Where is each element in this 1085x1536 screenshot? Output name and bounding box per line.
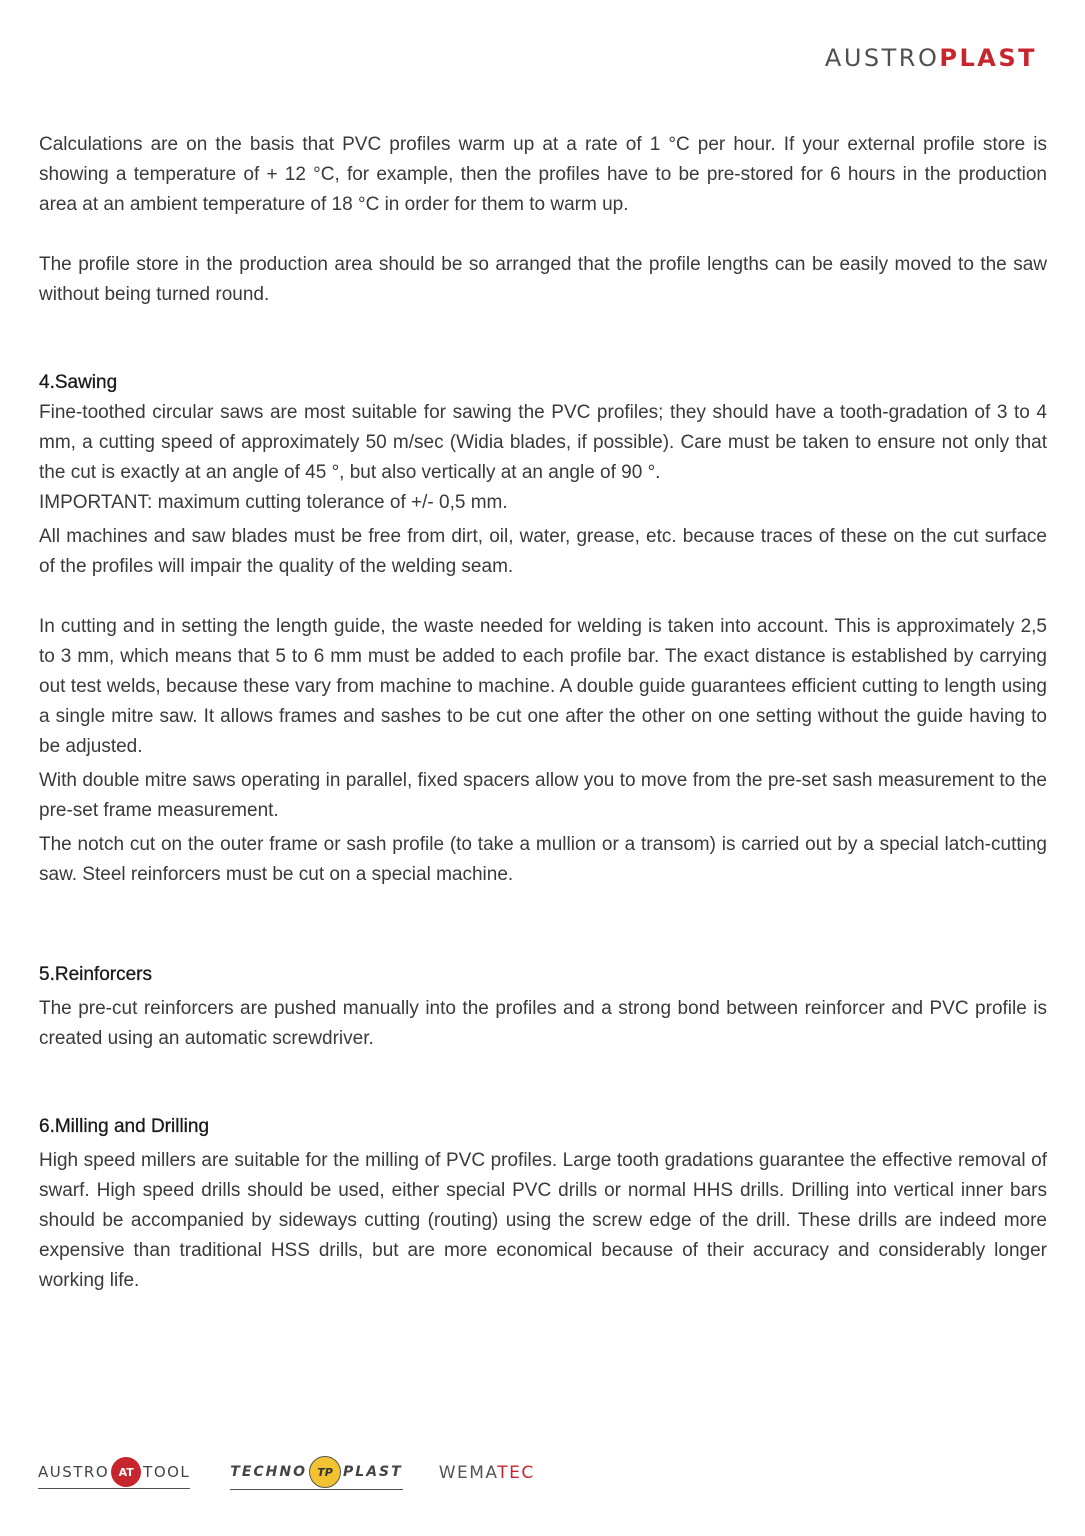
paragraph-warmup: Calculations are on the basis that PVC profiles warm up at a rate of 1 °C per hour. If your external profile store is showing a temperature of + 12 °C, for example, then the profiles have to be pre-stored for 6 hours in the production area at an ambient temperature of 18 °C in order for them to warm up.: [39, 134, 1047, 215]
austrotool-left-text: AUSTRO: [38, 1463, 110, 1481]
heading-milling: 6.Milling and Drilling: [39, 1116, 210, 1137]
footer-logos: [38, 1448, 535, 1498]
technoplast-left-text: TECHNO: [230, 1464, 308, 1480]
paragraph-sawing-double-mitre: With double mitre saws operating in parallel, fixed spacers allow you to move from the pre-set sash measurement to the pre-set frame measurement.: [39, 770, 1047, 821]
technoplast-badge-icon: TP: [309, 1456, 341, 1488]
paragraph-sawing-notch-cut: The notch cut on the outer frame or sash profile (to take a mullion or a transom) is carried out by a special latch-cutting saw. Steel reinforcers must be cut on a special machine.: [39, 834, 1047, 885]
wematec-part-tec: TEC: [497, 1463, 535, 1483]
technoplast-logo: [230, 1456, 402, 1490]
paragraph-sawing-1: Fine-toothed circular saws are most suitable for sawing the PVC profiles; they should have a tooth-gradation of 3 to 4 mm, a cutting speed of approximately 50 m/sec (Widia blades, if possible). Care must be taken to ensure not only that the cut is exactly at an angle of 45 °, but also vertically at an angle of 90 °.: [39, 402, 1047, 483]
technoplast-right-text: PLAST: [343, 1464, 403, 1480]
paragraph-sawing-length-guide: In cutting and in setting the length guide, the waste needed for welding is taken into account. This is approximately 2,5 to 3 mm, which means that 5 to 6 mm must be added to each profile bar. The exact distance is established by carrying out test welds, because these vary from machine to machine. A double guide guarantees efficient cutting to length using a single mitre saw. It allows frames and sashes to be cut one after the other on one setting without the guide having to be adjusted.: [39, 616, 1047, 757]
austrotool-logo: [38, 1457, 190, 1489]
paragraph-profile-store: The profile store in the production area should be so arranged that the profile lengths can be easily moved to the saw without being turned round.: [39, 254, 1047, 305]
paragraph-milling: High speed millers are suitable for the milling of PVC profiles. Large tooth gradations guarantee the effective removal of swarf. High speed drills should be used, either special PVC drills or normal HHS drills. Drilling into vertical inner bars should be accompanied by sideways cutting (routing) using the screw edge of the drill. These drills are indeed more expensive than traditional HSS drills, but are more economical because of their accuracy and considerably longer working life.: [39, 1150, 1047, 1291]
paragraph-sawing-clean: All machines and saw blades must be free from dirt, oil, water, grease, etc. because traces of these on the cut surface of the profiles will impair the quality of the welding seam.: [39, 526, 1047, 577]
austrotool-right-text: TOOL: [143, 1463, 191, 1481]
logo-part-austro: AUSTRO: [824, 44, 940, 72]
paragraph-sawing-important: IMPORTANT: maximum cutting tolerance of +/- 0,5 mm.: [39, 492, 508, 513]
heading-sawing: 4.Sawing: [39, 372, 118, 393]
austroplast-logo: [825, 46, 1037, 70]
austrotool-badge-icon: AT: [111, 1457, 141, 1487]
heading-reinforcers: 5.Reinforcers: [39, 964, 152, 985]
wematec-logo: [439, 1463, 535, 1483]
document-body: [39, 130, 1047, 1296]
logo-part-plast: PLAST: [939, 44, 1037, 72]
paragraph-reinforcers: The pre-cut reinforcers are pushed manually into the profiles and a strong bond between reinforcer and PVC profile is created using an automatic screwdriver.: [39, 998, 1047, 1049]
wematec-part-wema: WEMA: [438, 1463, 498, 1483]
